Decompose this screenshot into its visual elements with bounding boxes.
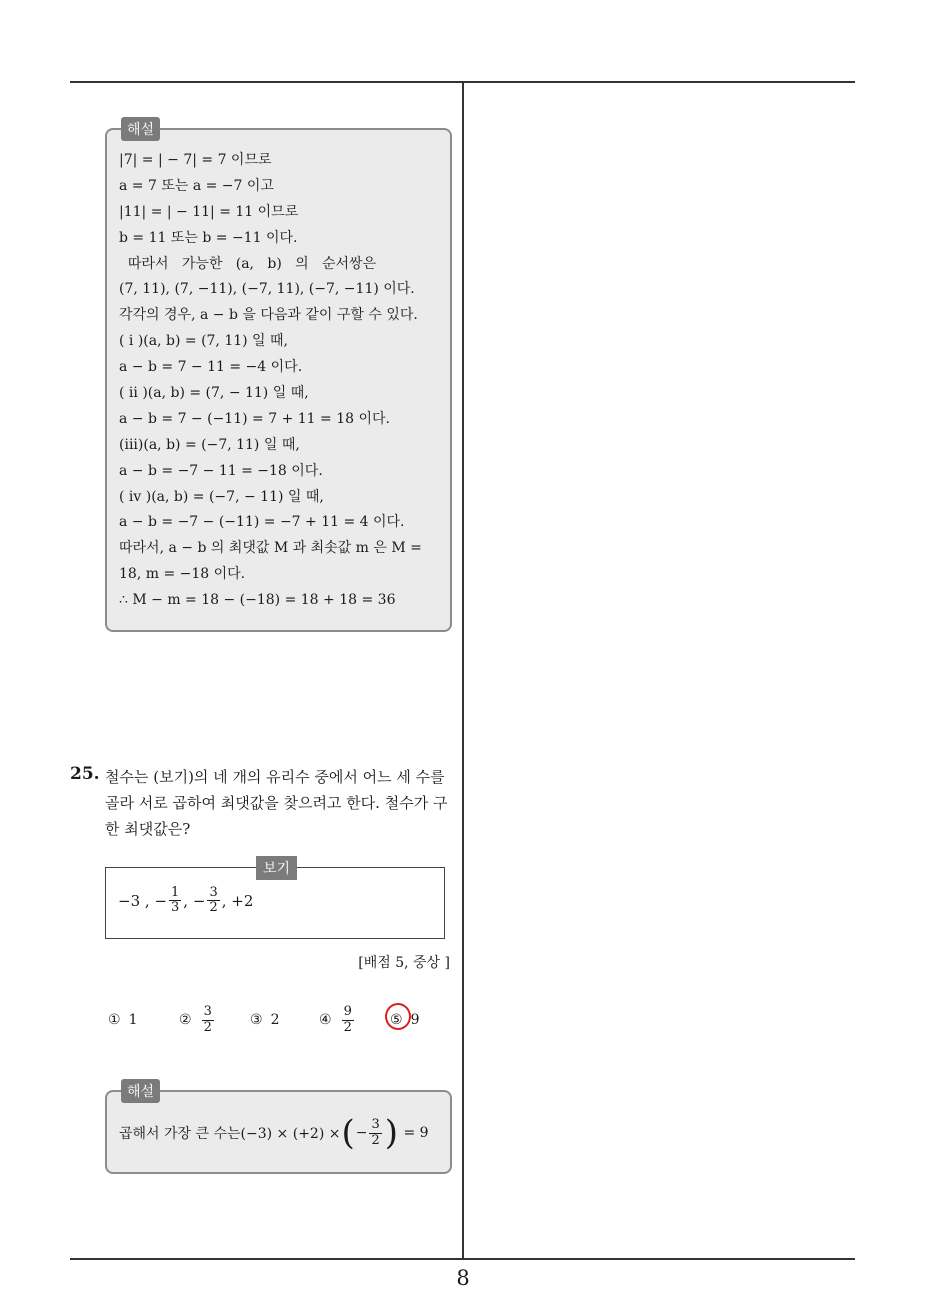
choice-2[interactable] (179, 998, 216, 1042)
solution-prefix: 곱해서 가장 큰 수는(−3) × (+2) × (119, 1126, 341, 1142)
fraction-denominator: 2 (203, 1019, 212, 1035)
bogi-item: , (183, 891, 189, 910)
choice-mark: ④ (319, 1012, 332, 1028)
bogi-item: − (154, 891, 168, 910)
question-line: 한 최댓값은? (105, 820, 191, 838)
solution-line: (iii)(a, b) = (−7, 11) 일 때, (119, 436, 300, 453)
solution-suffix: = 9 (403, 1125, 429, 1141)
solution-line: ( i )(a, b) = (7, 11) 일 때, (119, 333, 289, 350)
solution-box-25 (105, 1084, 452, 1174)
answer-circle-mark (385, 1003, 411, 1030)
fraction (169, 886, 181, 916)
solution-line: 18, m = −18 이다. (119, 566, 246, 583)
fraction (202, 1005, 214, 1035)
solution-line: ∴ M − m = 18 − (−18) = 18 + 18 = 36 (119, 592, 396, 609)
fraction (207, 886, 219, 916)
fraction-denominator: 2 (371, 1132, 380, 1148)
fraction (342, 1005, 354, 1035)
solution-lines (119, 148, 440, 614)
bogi-box (105, 861, 445, 939)
bottom-rule (70, 1258, 855, 1260)
fraction-numerator: 1 (171, 885, 180, 900)
choice-1[interactable] (108, 998, 137, 1042)
fraction-denominator: 2 (209, 900, 218, 916)
choice-4[interactable] (319, 998, 356, 1042)
minus-sign: − (355, 1125, 368, 1141)
solution-expression (119, 1113, 429, 1153)
question-number: 25. (70, 764, 100, 784)
question-line: 골라 서로 곱하여 최댓값을 찾으려고 한다. 철수가 구 (105, 794, 448, 812)
solution-line: a − b = −7 − 11 = −18 이다. (119, 462, 323, 479)
solution-line: ( iv )(a, b) = (−7, − 11) 일 때, (119, 488, 324, 505)
solution-line: a = 7 또는 a = −7 이고 (119, 177, 274, 194)
bogi-item: +2 (231, 891, 254, 910)
left-paren: ( (341, 1113, 355, 1153)
bogi-item: , (221, 891, 227, 910)
choice-mark: ② (179, 1012, 192, 1028)
choice-mark: ① (108, 1012, 121, 1028)
choice-value: 2 (270, 1012, 280, 1028)
bogi-tag: 보기 (256, 856, 297, 880)
page-number: 8 (456, 1266, 470, 1290)
solution-line: 따라서, a − b 의 최댓값 M 과 최솟값 m 은 M = (119, 540, 422, 557)
question-line: 철수는 (보기)의 네 개의 유리수 중에서 어느 세 수를 (105, 768, 445, 786)
choice-mark: ⑤ (390, 1012, 403, 1028)
fraction-numerator: 9 (343, 1004, 352, 1020)
solution-line: a − b = −7 − (−11) = −7 + 11 = 4 이다. (119, 514, 405, 531)
choice-3[interactable] (250, 998, 279, 1042)
score-label: [배점 5, 중상 ] (358, 955, 450, 971)
solution-line: 각각의 경우, a − b 을 다음과 같이 구할 수 있다. (119, 307, 418, 324)
fraction-numerator: 3 (209, 885, 218, 900)
column-divider (462, 83, 464, 1258)
fraction-denominator: 3 (171, 900, 180, 916)
choice-value: 1 (128, 1012, 138, 1028)
right-paren: ) (384, 1113, 399, 1153)
solution-line: a − b = 7 − 11 = −4 이다. (119, 359, 303, 376)
question-text (105, 764, 455, 842)
solution-line: |11| = | − 11| = 11 이므로 (119, 203, 299, 220)
solution-line: |7| = | − 7| = 7 이므로 (119, 152, 272, 168)
choice-value: 9 (410, 1012, 420, 1028)
solution-tag: 해설 (121, 1079, 160, 1103)
solution-line: b = 11 또는 b = −11 이다. (119, 229, 298, 246)
bogi-item: − (192, 891, 206, 910)
bogi-expression (118, 886, 253, 916)
fraction-numerator: 3 (371, 1117, 380, 1133)
fraction-denominator: 2 (343, 1019, 352, 1035)
solution-tag: 해설 (121, 117, 160, 141)
solution-line: (7, 11), (7, −11), (−7, 11), (−7, −11) 이다. (119, 281, 415, 298)
solution-line: ( ii )(a, b) = (7, − 11) 일 때, (119, 385, 309, 402)
fraction-numerator: 3 (203, 1004, 212, 1020)
fraction (369, 1118, 381, 1148)
solution-box-24 (105, 122, 452, 632)
bogi-item: −3 , (118, 891, 150, 910)
choice-mark: ③ (250, 1012, 263, 1028)
solution-line: 따라서 가능한 (a, b) 의 순서쌍은 (119, 255, 377, 272)
solution-line: a − b = 7 − (−11) = 7 + 11 = 18 이다. (119, 410, 390, 427)
